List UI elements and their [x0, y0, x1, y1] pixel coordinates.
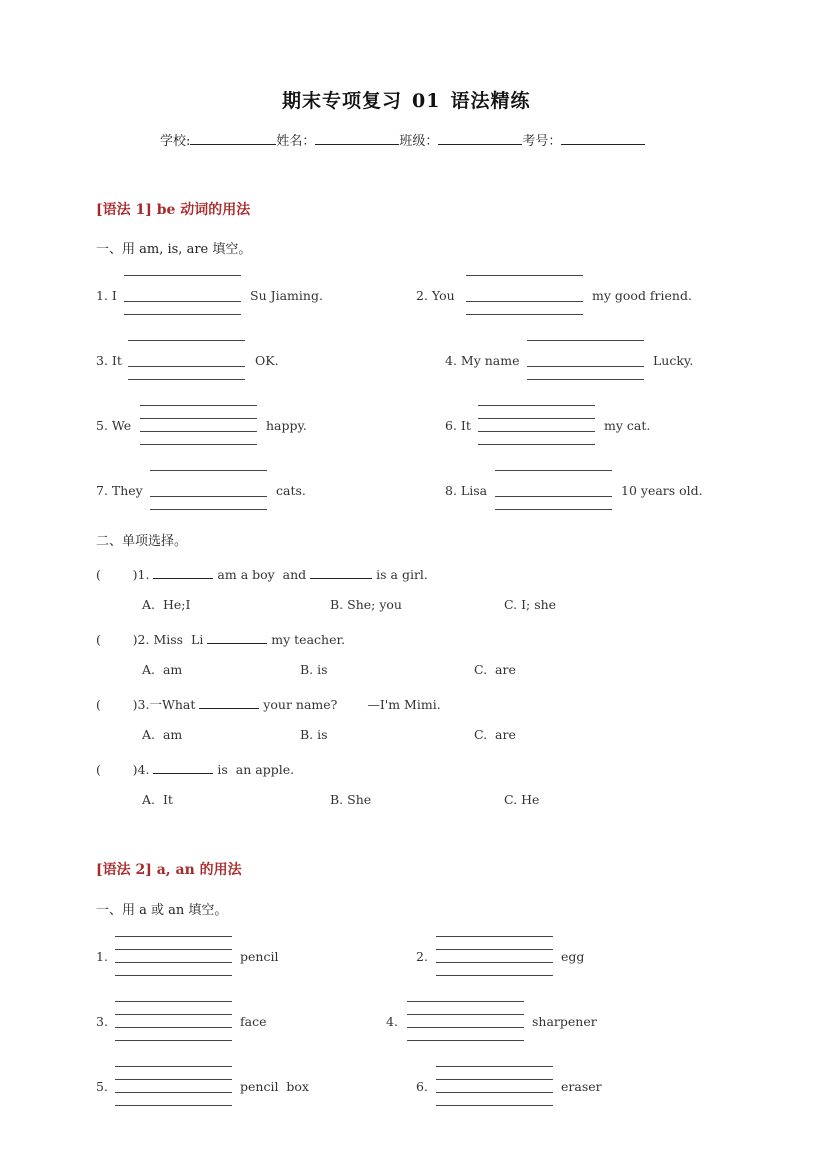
fill-item-6-suffix: my cat.: [604, 418, 651, 433]
title-number: 01: [412, 90, 441, 112]
answer-line[interactable]: [478, 405, 595, 406]
mc-3-option-c[interactable]: C. are: [474, 727, 516, 742]
answer-line[interactable]: [124, 314, 241, 315]
answer-line[interactable]: [407, 1001, 524, 1002]
fill-item-5-suffix: happy.: [266, 418, 307, 433]
fill-item-4-suffix: Lucky.: [653, 353, 694, 368]
answer-line[interactable]: [115, 1027, 232, 1028]
answer-line[interactable]: [128, 379, 245, 380]
fill-item-2-prefix: 2. You: [416, 288, 455, 303]
section-heading-2: [语法 2] a, an 的用法: [96, 862, 242, 878]
name-field[interactable]: [315, 131, 399, 145]
mc-4-option-b[interactable]: B. She: [330, 792, 372, 807]
fill-item-8-prefix: 8. Lisa: [445, 483, 488, 498]
answer-line[interactable]: [128, 340, 245, 341]
article-item-4-word: sharpener: [532, 1014, 597, 1029]
student-info-line: [160, 130, 645, 149]
title-sub: 语法精练: [450, 90, 531, 112]
fill-item-7-suffix: cats.: [276, 483, 306, 498]
blank[interactable]: [199, 695, 259, 709]
answer-line[interactable]: [115, 1105, 232, 1106]
article-item-2-word: egg: [561, 949, 585, 964]
answer-line[interactable]: [115, 1001, 232, 1002]
answer-line[interactable]: [124, 301, 241, 302]
mc-4-option-a[interactable]: A. It: [142, 792, 173, 807]
mc-1-option-b[interactable]: B. She; you: [330, 597, 402, 612]
fill-item-3-prefix: 3. It: [96, 353, 122, 368]
article-item-3-number: 3.: [96, 1014, 108, 1029]
answer-line[interactable]: [478, 431, 595, 432]
answer-line[interactable]: [466, 275, 583, 276]
school-field[interactable]: [190, 131, 276, 145]
answer-line[interactable]: [115, 1040, 232, 1041]
class-label: 班级：: [399, 134, 439, 149]
mc-2-option-c[interactable]: C. are: [474, 662, 516, 677]
article-item-2-number: 2.: [416, 949, 428, 964]
answer-line[interactable]: [495, 496, 612, 497]
answer-line[interactable]: [115, 1066, 232, 1067]
answer-line[interactable]: [150, 470, 267, 471]
fill-item-5-prefix: 5. We: [96, 418, 132, 433]
answer-paren[interactable]: ( ): [96, 567, 138, 582]
answer-line[interactable]: [436, 1079, 553, 1080]
answer-line[interactable]: [478, 418, 595, 419]
exam-number-label: 考号：: [522, 134, 562, 149]
section2-instruction: 一、用 a 或 an 填空。: [96, 903, 228, 918]
fill-item-1-suffix: Su Jiaming.: [250, 288, 323, 303]
answer-line[interactable]: [527, 340, 644, 341]
mc-question-4: ( )4. is an apple.: [96, 762, 295, 777]
answer-line[interactable]: [128, 366, 245, 367]
mc-3-option-a[interactable]: A. am: [142, 727, 183, 742]
answer-line[interactable]: [436, 1066, 553, 1067]
mc-3-option-b[interactable]: B. is: [300, 727, 328, 742]
answer-line[interactable]: [115, 975, 232, 976]
answer-line[interactable]: [115, 1092, 232, 1093]
answer-line[interactable]: [436, 1092, 553, 1093]
article-item-1-word: pencil: [240, 949, 279, 964]
answer-line[interactable]: [115, 1079, 232, 1080]
article-item-5-word: pencil box: [240, 1079, 309, 1094]
section1-part1-instruction: 一、用 am, is, are 填空。: [96, 242, 252, 257]
answer-line[interactable]: [466, 301, 583, 302]
fill-item-3-suffix: OK.: [255, 353, 279, 368]
article-item-6-word: eraser: [561, 1079, 602, 1094]
answer-line[interactable]: [436, 949, 553, 950]
answer-paren[interactable]: ( ): [96, 697, 138, 712]
answer-line[interactable]: [436, 936, 553, 937]
fill-item-4-prefix: 4. My name: [445, 353, 520, 368]
answer-line[interactable]: [140, 418, 257, 419]
mc-1-option-c[interactable]: C. I; she: [504, 597, 557, 612]
answer-line[interactable]: [150, 509, 267, 510]
name-label: 姓名：: [276, 134, 316, 149]
blank[interactable]: [310, 565, 372, 579]
answer-line[interactable]: [527, 366, 644, 367]
mc-question-1: ( )1. am a boy and is a girl.: [96, 567, 428, 582]
answer-line[interactable]: [115, 1014, 232, 1015]
answer-line[interactable]: [478, 444, 595, 445]
section1-part2-instruction: 二、单项选择。: [96, 534, 188, 549]
class-field[interactable]: [438, 131, 522, 145]
page-title: [282, 86, 530, 113]
answer-line[interactable]: [407, 1040, 524, 1041]
blank[interactable]: [207, 630, 267, 644]
answer-line[interactable]: [115, 962, 232, 963]
mc-2-option-b[interactable]: B. is: [300, 662, 328, 677]
answer-line[interactable]: [527, 379, 644, 380]
answer-line[interactable]: [436, 975, 553, 976]
answer-line[interactable]: [115, 949, 232, 950]
article-item-6-number: 6.: [416, 1079, 428, 1094]
fill-item-7-prefix: 7. They: [96, 483, 143, 498]
fill-item-2-suffix: my good friend.: [592, 288, 692, 303]
mc-4-option-c[interactable]: C. He: [504, 792, 540, 807]
answer-line[interactable]: [466, 314, 583, 315]
section-heading-1: [语法 1] be 动词的用法: [96, 202, 251, 218]
answer-line[interactable]: [495, 470, 612, 471]
answer-line[interactable]: [436, 1105, 553, 1106]
mc-1-option-a[interactable]: A. He;I: [142, 597, 191, 612]
answer-line[interactable]: [495, 509, 612, 510]
fill-item-1-prefix: 1. I: [96, 288, 117, 303]
article-item-3-word: face: [240, 1014, 267, 1029]
mc-question-3: ( )3.一What your name? —I'm Mimi.: [96, 697, 441, 712]
answer-line[interactable]: [140, 444, 257, 445]
answer-paren[interactable]: ( ): [96, 632, 138, 647]
article-item-4-number: 4.: [386, 1014, 398, 1029]
answer-line[interactable]: [407, 1014, 524, 1015]
answer-line[interactable]: [124, 275, 241, 276]
fill-item-6-prefix: 6. It: [445, 418, 471, 433]
school-label: 学校:: [160, 134, 191, 149]
article-item-1-number: 1.: [96, 949, 108, 964]
answer-line[interactable]: [140, 405, 257, 406]
blank[interactable]: [153, 760, 213, 774]
answer-line[interactable]: [140, 431, 257, 432]
answer-paren[interactable]: ( ): [96, 762, 138, 777]
exam-number-field[interactable]: [561, 131, 645, 145]
mc-2-option-a[interactable]: A. am: [142, 662, 183, 677]
answer-line[interactable]: [115, 936, 232, 937]
blank[interactable]: [153, 565, 213, 579]
article-item-5-number: 5.: [96, 1079, 108, 1094]
answer-line[interactable]: [150, 496, 267, 497]
mc-question-2: ( )2. Miss Li my teacher.: [96, 632, 346, 647]
answer-line[interactable]: [436, 962, 553, 963]
title-main: 期末专项复习: [282, 90, 403, 112]
fill-item-8-suffix: 10 years old.: [621, 483, 703, 498]
answer-line[interactable]: [407, 1027, 524, 1028]
